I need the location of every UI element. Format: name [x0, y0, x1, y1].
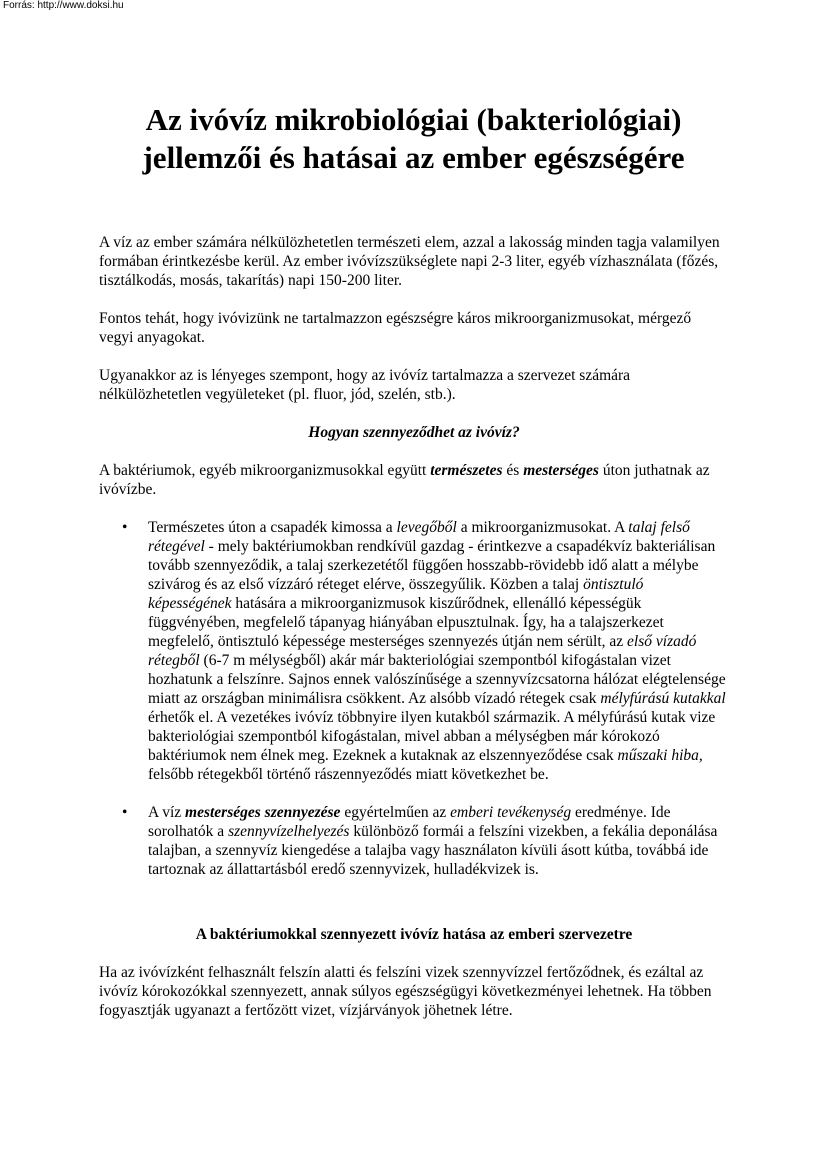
contamination-intro-paragraph: A baktériumok, egyéb mikroorganizmusokkal együtt természetes és mesterséges úton juthatnak az ivóvízbe.	[99, 462, 710, 498]
title-line-2: jellemzői és hatásai az ember egészségére	[142, 140, 685, 175]
spacer	[99, 898, 729, 925]
page-title	[0, 101, 827, 177]
list-item-artificial: • A víz mesterséges szennyezése egyértelműen az emberi tevékenység eredménye. Ide sorolhatók a szennyvízelhelyezés különböző formái a felszíni vizekben, a fekália deponálása talajban, a szennyvíz kiengedése a talajba vagy használaton kívüli ásott kútba, továbbá ide tartoznak az állattartásból eredő szennyvizek, hulladékvizek is.	[122, 804, 718, 878]
contamination-list	[99, 518, 729, 879]
document-body	[99, 233, 729, 1020]
bullet-icon: •	[122, 519, 128, 536]
bullet-icon: •	[122, 804, 128, 821]
requirements-paragraph: Fontos tehát, hogy ivóvizünk ne tartalmazzon egészségre káros mikroorganizmusokat, mérgező vegyi anyagokat.	[99, 310, 692, 346]
intro-paragraph: A víz az ember számára nélkülözhetetlen természeti elem, azzal a lakosság minden tagja valamilyen formában érintkezésbe kerül. Az ember ivóvízszükséglete napi 2-3 liter, egyéb vízhasználata (főzés, tisztálkodás, mosás, takarítás) napi 150-200 liter.	[99, 234, 720, 289]
source-url: Forrás: http://www.doksi.hu	[3, 0, 124, 11]
list-item-natural: • Természetes úton a csapadék kimossa a levegőből a mikroorganizmusokat. A talaj felső rétegével - mely baktériumokban rendkívül gazdag - érintkezve a csapadékvíz bakteriálisan tovább szennyeződik, a talaj szerkezetétől függően hosszabb-rövidebb idő alatt a mélybe szivárog és az első vízzáró réteget elérve, összegyűlik. Közben a talaj öntisztuló képességének hatására a mikroorganizmusok kiszűrődnek, ellenálló képességük függvényében, megfelelő tápanyag hiányában elpusztulnak. Így, ha a talajszerkezet megfelelő, öntisztuló képessége mesterséges szennyezés útján nem sérült, az első vízadó rétegből (6-7 m mélységből) akár már bakteriológiai szempontból kifogástalan vizet hozhatunk a felszínre. Sajnos ennek valószínűsége a szennyvízcsatorna hálózat elégtelensége miatt az országban minimálisra csökkent. Az alsóbb vízadó rétegek csak mélyfúrású kutakkal érhetők el. A vezetékes ivóvíz többnyire ilyen kutakból származik. A mélyfúrású kutak vize bakteriológiai szempontból kifogástalan, mivel abban a mélységben már kórokozó baktériumok nem élnek meg. Ezeknek a kutaknak az elszennyeződése csak műszaki hiba, felsőbb rétegekből történő rászennyeződés miatt következhet be.	[122, 519, 726, 783]
section-heading-health-effects: A baktériumokkal szennyezett ivóvíz hatása az emberi szervezetre	[195, 926, 633, 943]
title-line-1: Az ivóvíz mikrobiológiai (bakteriológiai)	[145, 102, 682, 137]
health-effects-paragraph: Ha az ivóvízként felhasznált felszín alatti és felszíni vizek szennyvízzel fertőződnek, és ezáltal az ivóvíz kórokozókkal szennyezett, annak súlyos egészségügyi következményei lehetnek. Ha többen fogyasztják ugyanazt a fertőzött vizet, vízjárványok jöhetnek létre.	[99, 964, 712, 1019]
essential-compounds-paragraph: Ugyanakkor az is lényeges szempont, hogy az ivóvíz tartalmazza a szervezet számára nélkülözhetetlen vegyületeket (pl. fluor, jód, szelén, stb.).	[99, 367, 631, 403]
section-heading-contamination: Hogyan szennyeződhet az ivóvíz?	[308, 424, 520, 441]
